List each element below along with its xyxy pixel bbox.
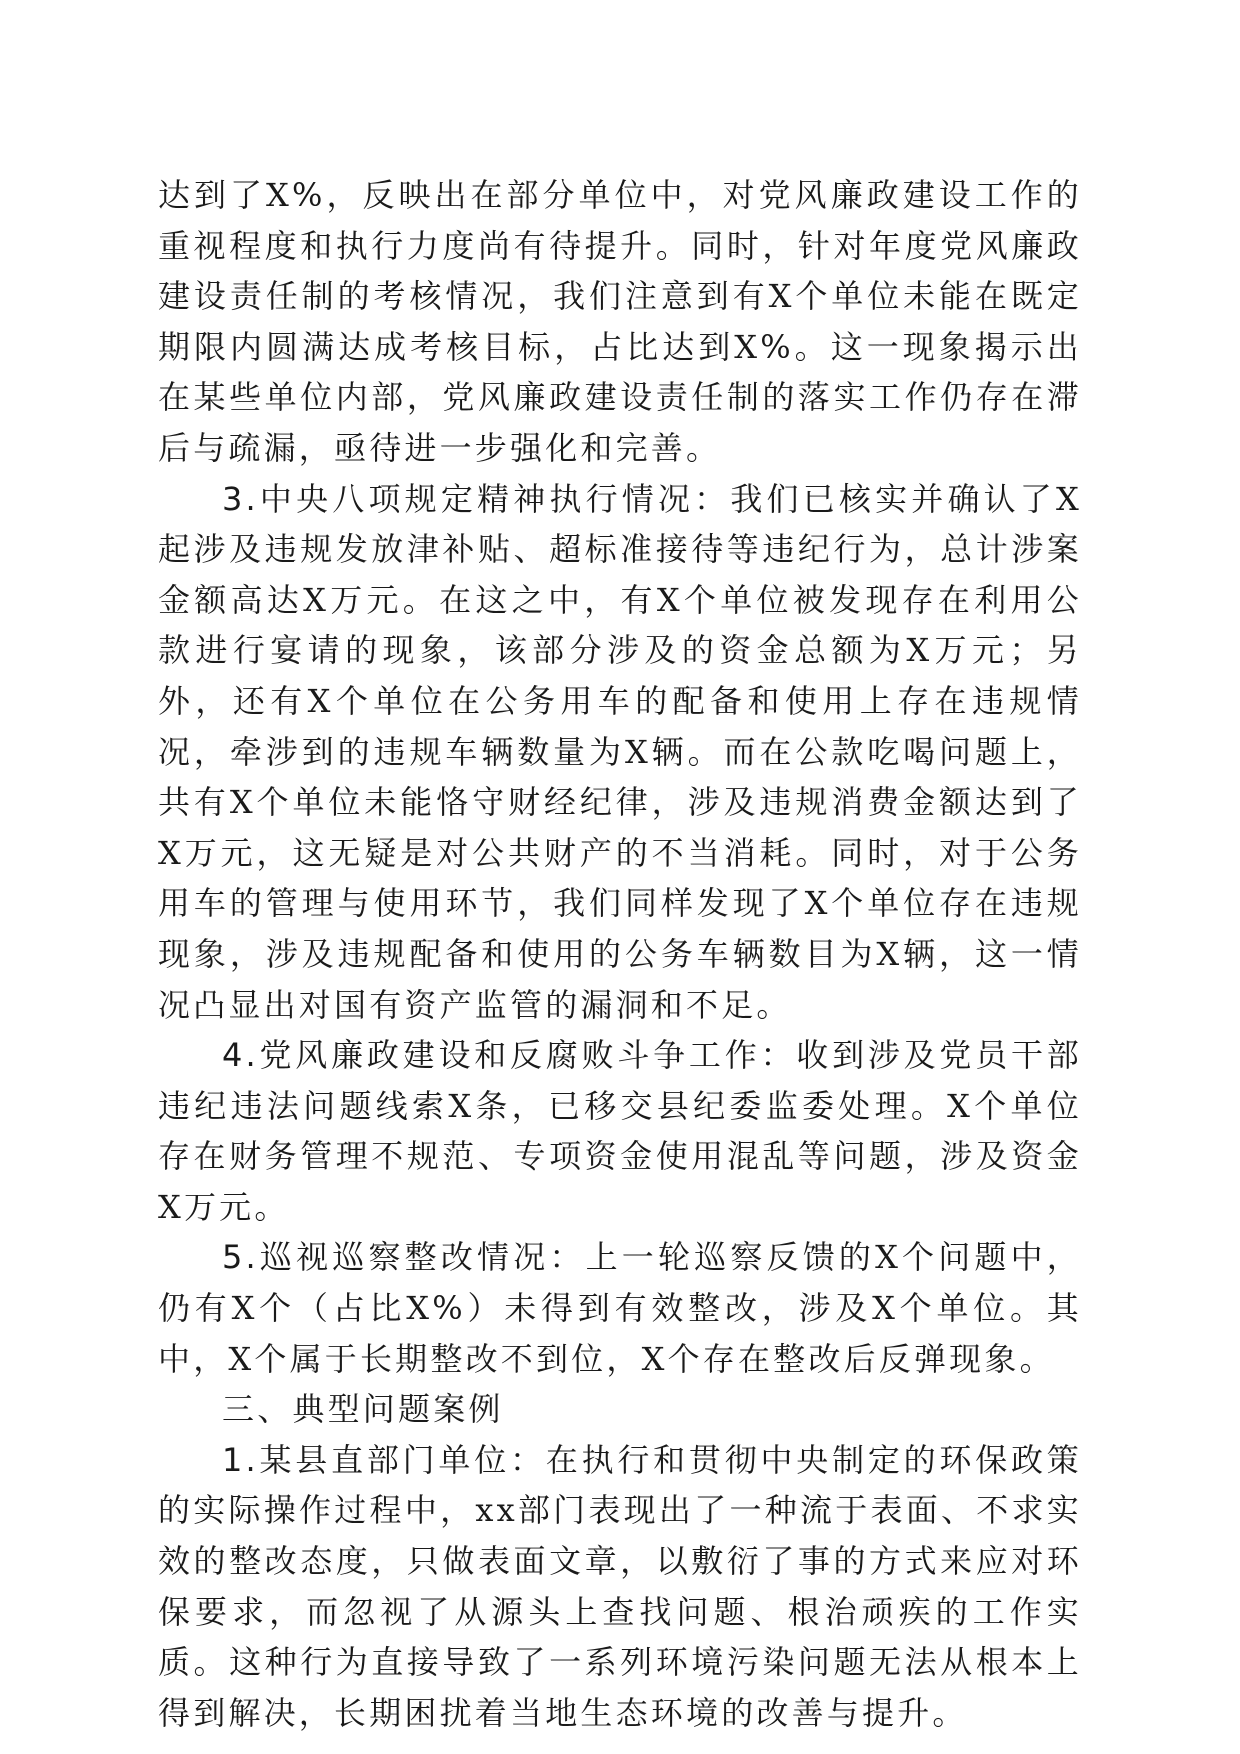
paragraph-case-1	[158, 1435, 1082, 1739]
section-heading: 三、典型问题案例	[222, 1390, 504, 1429]
paragraph-body: 收到涉及党员干部违纪违法问题线索X条，已移交县纪委监委处理。X个单位存在财务管理不规范、专项资金使用混乱等问题，涉及资金X万元。	[158, 1036, 1082, 1226]
paragraph-item-3	[158, 474, 1082, 1031]
paragraph-lead: 4.党风廉政建设和反腐败斗争工作：	[222, 1036, 797, 1075]
paragraph-lead: 5.巡视巡察整改情况：	[222, 1238, 586, 1277]
document-body	[158, 170, 1082, 1738]
paragraph-lead: 3.中央八项规定精神执行情况：	[222, 479, 731, 518]
paragraph-item-4	[158, 1030, 1082, 1232]
paragraph-item-5	[158, 1232, 1082, 1384]
paragraph-body: 在执行和贯彻中央制定的环保政策的实际操作过程中，xx部门表现出了一种流于表面、不求实效的整改态度，只做表面文章，以敷衍了事的方式来应对环保要求，而忽视了从源头上查找问题、根治顽疾的工作实质。这种行为直接导致了一系列环境污染问题无法从根本上得到解决，长期困扰着当地生态环境的改善与提升。	[158, 1440, 1082, 1732]
paragraph-body: 我们已核实并确认了X起涉及违规发放津补贴、超标准接待等违纪行为，总计涉案金额高达X万元。在这之中，有X个单位被发现存在利用公款进行宴请的现象，该部分涉及的资金总额为X万元；另外，还有X个单位在公务用车的配备和使用上存在违规情况，牵涉到的违规车辆数量为X辆。而在公款吃喝问题上，共有X个单位未能恪守财经纪律，涉及违规消费金额达到了X万元，这无疑是对公共财产的不当消耗。同时，对于公务用车的管理与使用环节，我们同样发现了X个单位存在违规现象，涉及违规配备和使用的公务车辆数目为X辆，这一情况凸显出对国有资产监管的漏洞和不足。	[158, 479, 1082, 1024]
paragraph-continuation: 达到了X%，反映出在部分单位中，对党风廉政建设工作的重视程度和执行力度尚有待提升。同时，针对年度党风廉政建设责任制的考核情况，我们注意到有X个单位未能在既定期限内圆满达成考核目标，占比达到X%。这一现象揭示出在某些单位内部，党风廉政建设责任制的落实工作仍存在滞后与疏漏，亟待进一步强化和完善。	[158, 176, 1082, 467]
paragraph-lead: 1.某县直部门单位：	[222, 1440, 546, 1479]
paragraph-body: 上一轮巡察反馈的X个问题中，仍有X个（占比X%）未得到有效整改，涉及X个单位。其中，X个属于长期整改不到位，X个存在整改后反弹现象。	[158, 1238, 1082, 1378]
